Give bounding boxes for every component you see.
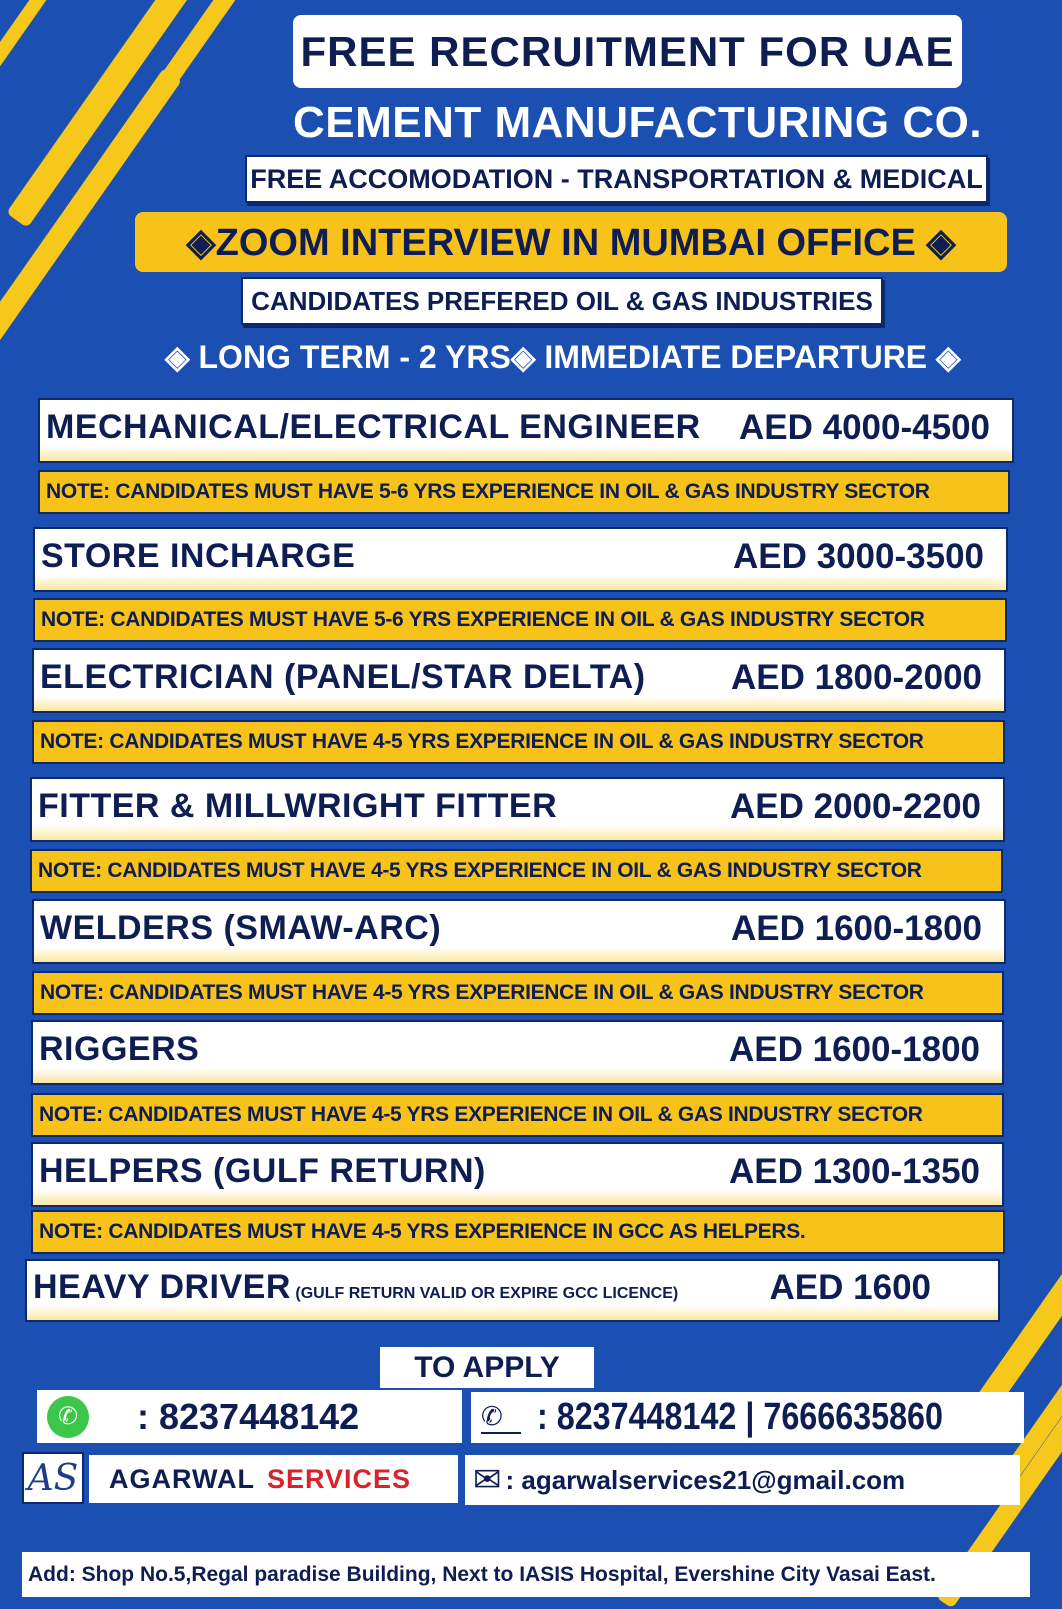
- phone-box: [471, 1392, 1024, 1443]
- job-note: NOTE: CANDIDATES MUST HAVE 5-6 YRS EXPERIENCE IN OIL & GAS INDUSTRY SECTOR: [38, 470, 1010, 514]
- job-title-text: ELECTRICIAN (PANEL/STAR DELTA): [40, 658, 646, 696]
- agency-name-second: SERVICES: [267, 1463, 412, 1494]
- agency-name-first: AGARWAL: [109, 1463, 255, 1494]
- job-row: [32, 648, 1006, 713]
- job-salary: AED 1600-1800: [731, 908, 982, 948]
- job-salary: AED 3000-3500: [733, 536, 984, 576]
- job-row: [38, 398, 1014, 463]
- job-note: NOTE: CANDIDATES MUST HAVE 4-5 YRS EXPERIENCE IN OIL & GAS INDUSTRY SECTOR: [31, 1093, 1004, 1137]
- benefits-text: FREE ACCOMODATION - TRANSPORTATION & MEDICAL: [250, 163, 983, 194]
- job-row: [31, 1020, 1004, 1085]
- job-title-text: HELPERS (GULF RETURN): [39, 1152, 486, 1190]
- email-address[interactable]: : agarwalservices21@gmail.com: [505, 1464, 906, 1495]
- job-title: [33, 1268, 678, 1307]
- job-row: [32, 899, 1006, 964]
- email-box: [465, 1455, 1020, 1505]
- preference-text: CANDIDATES PREFERED OIL & GAS INDUSTRIES: [251, 285, 873, 316]
- job-title-text: MECHANICAL/ELECTRICAL ENGINEER: [46, 408, 701, 446]
- agency-logo: [22, 1452, 84, 1504]
- job-salary: AED 1800-2000: [731, 657, 982, 697]
- job-salary: AED 2000-2200: [730, 786, 981, 826]
- job-note: NOTE: CANDIDATES MUST HAVE 4-5 YRS EXPERIENCE IN OIL & GAS INDUSTRY SECTOR: [30, 849, 1003, 893]
- job-row: [33, 527, 1008, 592]
- job-title: [40, 658, 646, 697]
- job-salary: AED 1300-1350: [729, 1151, 980, 1191]
- page-title: FREE RECRUITMENT FOR UAE: [300, 27, 955, 75]
- envelope-icon: ✉: [473, 1461, 502, 1499]
- job-title: [39, 1030, 199, 1069]
- job-row: [25, 1259, 1000, 1322]
- job-title-text: RIGGERS: [39, 1030, 200, 1068]
- preference-box: [241, 277, 883, 325]
- job-title: [40, 909, 441, 948]
- benefits-box: [245, 155, 988, 203]
- job-subtitle: (GULF RETURN VALID OR EXPIRE GCC LICENCE): [295, 1285, 679, 1302]
- logo-text: AS: [27, 1457, 79, 1499]
- job-row: [30, 777, 1005, 842]
- whatsapp-number[interactable]: : 8237448142: [137, 1395, 360, 1437]
- title-box: [293, 15, 962, 88]
- job-note: NOTE: CANDIDATES MUST HAVE 4-5 YRS EXPERIENCE IN OIL & GAS INDUSTRY SECTOR: [32, 720, 1005, 764]
- to-apply-text: TO APPLY: [414, 1350, 560, 1384]
- job-title-text: STORE INCHARGE: [41, 537, 356, 575]
- job-salary: AED 1600: [769, 1267, 931, 1307]
- address-text: Add: Shop No.5,Regal paradise Building, Next to IASIS Hospital, Evershine City Vasai East.: [28, 1562, 936, 1586]
- job-note: NOTE: CANDIDATES MUST HAVE 4-5 YRS EXPERIENCE IN GCC AS HELPERS.: [31, 1210, 1005, 1254]
- interview-banner: [135, 212, 1007, 272]
- job-row: [31, 1142, 1004, 1207]
- whatsapp-box: [37, 1390, 462, 1443]
- to-apply-label: [380, 1347, 594, 1388]
- job-title-text: HEAVY DRIVER: [33, 1268, 291, 1306]
- job-title-text: WELDERS (SMAW-ARC): [40, 909, 442, 947]
- job-note: NOTE: CANDIDATES MUST HAVE 5-6 YRS EXPERIENCE IN OIL & GAS INDUSTRY SECTOR: [33, 598, 1007, 642]
- job-title: [46, 408, 701, 447]
- phone-icon: ✆: [481, 1401, 521, 1434]
- job-title: [41, 537, 355, 576]
- phone-numbers[interactable]: : 8237448142 | 7666635860: [537, 1396, 943, 1438]
- term-text: ◈ LONG TERM - 2 YRS◈ IMMEDIATE DEPARTURE ◈: [165, 339, 961, 375]
- address-box: [22, 1552, 1030, 1597]
- agency-name-box: [89, 1455, 458, 1503]
- job-title-text: FITTER & MILLWRIGHT FITTER: [38, 787, 558, 825]
- job-title: [39, 1152, 486, 1191]
- interview-text: ◈ZOOM INTERVIEW IN MUMBAI OFFICE ◈: [186, 221, 956, 264]
- job-title: [38, 787, 557, 826]
- whatsapp-icon: ✆: [47, 1396, 89, 1438]
- job-salary: AED 1600-1800: [729, 1029, 980, 1069]
- job-note: NOTE: CANDIDATES MUST HAVE 4-5 YRS EXPERIENCE IN OIL & GAS INDUSTRY SECTOR: [32, 971, 1004, 1015]
- company-name: CEMENT MANUFACTURING CO.: [293, 98, 983, 147]
- job-salary: AED 4000-4500: [739, 407, 990, 447]
